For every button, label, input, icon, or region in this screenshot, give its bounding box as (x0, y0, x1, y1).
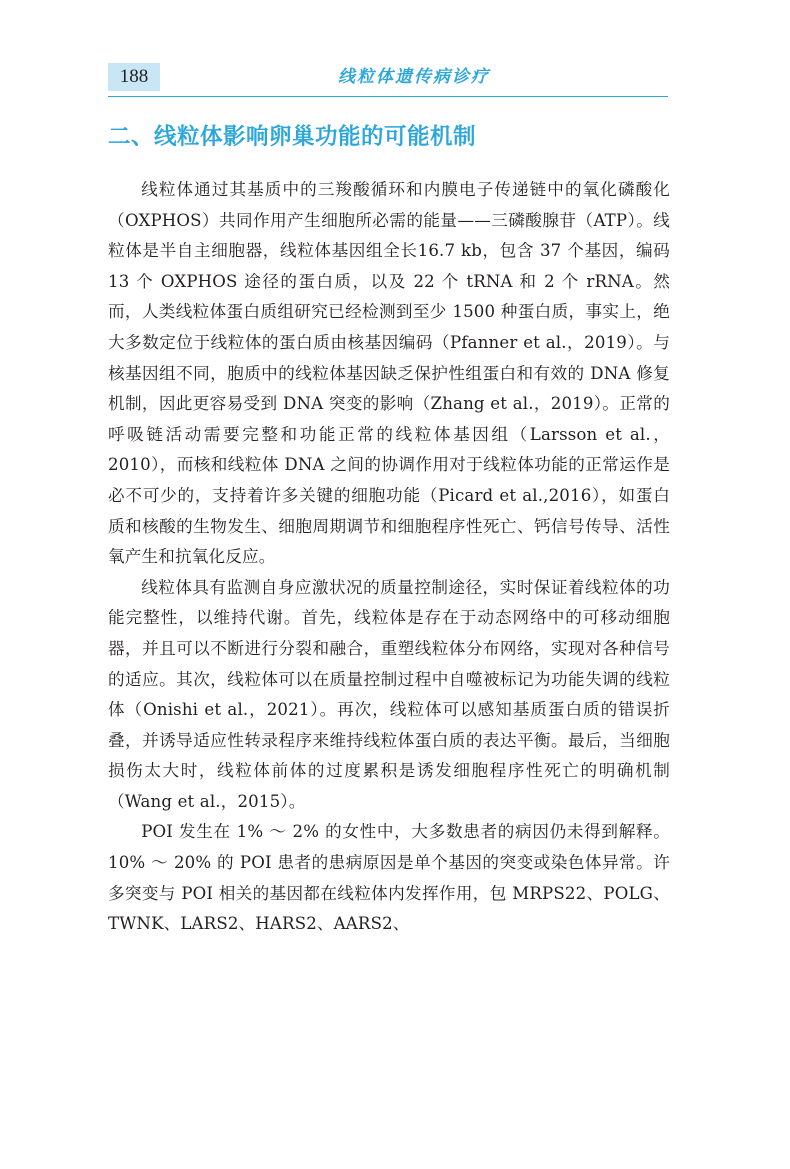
section-heading: 二、线粒体影响卵巢功能的可能机制 (108, 124, 477, 150)
paragraph: POI 发生在 1% ～ 2% 的女性中，大多数患者的病因仍未得到解释。10% ～ 20% 的 POI 患者的患病原因是单个基因的突变或染色体异常。许多突变与 POI 相关的基因都在线粒体内发挥作用，包 MRPS22、POLG、TWNK、LARS2、HARS2、AARS2、 (108, 822, 670, 934)
paragraph: 线粒体具有监测自身应激状况的质量控制途径，实时保证着线粒体的功能完整性，以维持代谢。首先，线粒体是存在于动态网络中的可移动细胞器，并且可以不断进行分裂和融合，重塑线粒体分布网络，实现对各种信号的适应。其次，线粒体可以在质量控制过程中自噬被标记为功能失调的线粒体（Onishi et al.，2021）。再次，线粒体可以感知基质蛋白质的错误折叠，并诱导适应性转录程序来维持线粒体蛋白质的表达平衡。最后，当细胞损伤太大时，线粒体前体的过度累积是诱发细胞程序性死亡的明确机制（Wang et al.，2015）。 (108, 577, 670, 811)
running-header-title: 线粒体遗传病诊疗 (338, 67, 490, 87)
body-text (108, 175, 670, 940)
page-number: 188 (108, 63, 160, 91)
paragraph: 线粒体通过其基质中的三羧酸循环和内膜电子传递链中的氧化磷酸化（OXPHOS）共同作用产生细胞所必需的能量——三磷酸腺苷（ATP）。线粒体是半自主细胞器，线粒体基因组全长16.7 kb，包含 37 个基因，编码 13 个 OXPHOS 途径的蛋白质，以及 22 个 tRNA 和 2 个 rRNA。然而，人类线粒体蛋白质组研究已经检测到至少 1500 种蛋白质，事实上，绝大多数定位于线粒体的蛋白质由核基因编码（Pfanner et al.，2019）。与核基因组不同，胞质中的线粒体基因缺乏保护性组蛋白和有效的 DNA 修复机制，因此更容易受到 DNA 突变的影响（Zhang et al.，2019）。正常的呼吸链活动需要完整和功能正常的线粒体基因组（Larsson et al.，2010），而核和线粒体 DNA 之间的协调作用对于线粒体功能的正常运作是必不可少的，支持着许多关键的细胞功能（Picard et al.,2016），如蛋白质和核酸的生物发生、细胞周期调节和细胞程序性死亡、钙信号传导、活性氧产生和抗氧化反应。 (108, 180, 670, 567)
header-divider (108, 96, 668, 97)
